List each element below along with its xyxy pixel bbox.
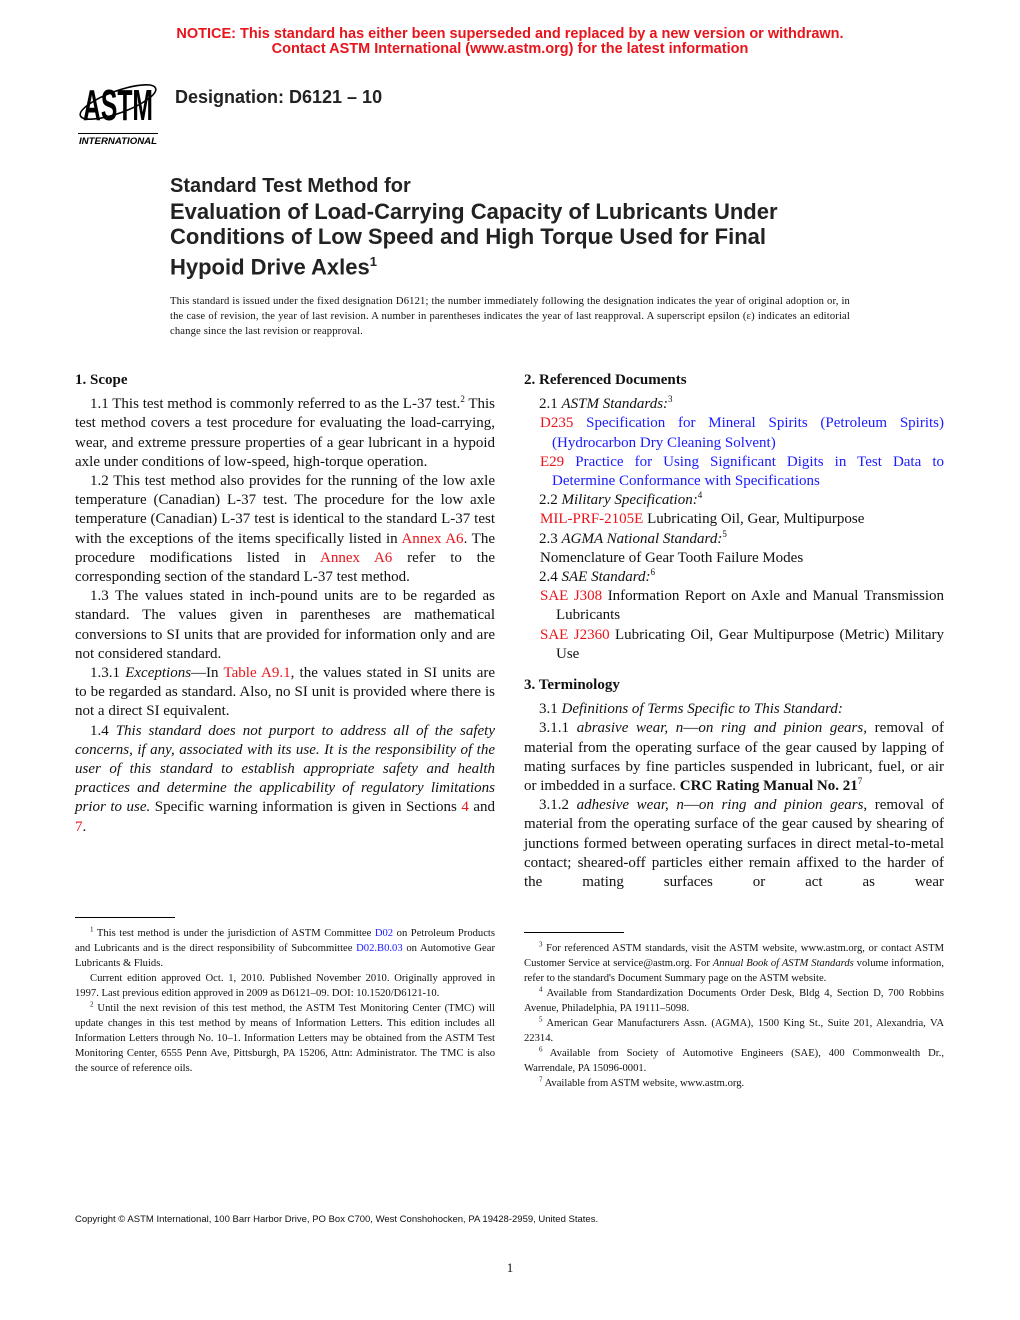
reference-link[interactable]: Practice for Using Significant Digits in Test Data to Determine Conformance with Specifications bbox=[552, 453, 944, 490]
paragraph-1-1 bbox=[75, 395, 495, 472]
text-run: and bbox=[468, 799, 495, 816]
bold-text: CRC Rating Manual No. 21 bbox=[679, 778, 858, 795]
footnote-rule-left bbox=[75, 917, 175, 918]
reference-link[interactable]: 7 bbox=[75, 818, 83, 835]
text-run: 3.1.1 bbox=[539, 720, 577, 737]
title-line-3 bbox=[170, 249, 778, 279]
text-run: —In bbox=[191, 665, 224, 682]
footnote-mark: 6 bbox=[539, 1045, 543, 1054]
footnote-mark: 2 bbox=[460, 394, 465, 405]
text-run: . bbox=[82, 818, 87, 835]
term-abrasive-wear bbox=[524, 719, 944, 796]
section-1-heading: 1. Scope bbox=[75, 372, 128, 388]
left-column bbox=[75, 371, 495, 837]
footnotes-right bbox=[524, 941, 944, 1091]
footnote-6 bbox=[524, 1046, 944, 1076]
italic-text: on ring and pinion gears bbox=[698, 720, 864, 737]
text-run: 3.1.2 bbox=[539, 797, 577, 814]
notice-banner bbox=[0, 27, 1020, 57]
italic-text: ASTM Standards: bbox=[561, 396, 669, 413]
reference-link[interactable]: Annex A6 bbox=[320, 549, 393, 566]
text-run: Lubricating Oil, Gear, Multipurpose bbox=[643, 511, 865, 528]
italic-text: on ring and pinion gears bbox=[698, 797, 864, 814]
text-run: 2.3 bbox=[539, 530, 562, 547]
italic-text: adhesive wear, n bbox=[576, 797, 684, 814]
text-run: Available from Standardization Documents Order Desk, Bldg 4, Section D, 700 Robbins Avenue, Philadelphia, PA 19111–5098. bbox=[524, 988, 944, 1014]
text-run: refer to the corresponding section of the standard L-37 test method. bbox=[75, 549, 495, 586]
reference-link[interactable]: D02 bbox=[374, 928, 394, 939]
text-run: 1.1 This test method is commonly referred to as the L-37 test. bbox=[90, 396, 461, 413]
footnote-mark: 6 bbox=[650, 567, 656, 578]
text-run: For referenced ASTM standards, visit the ASTM website, www.astm.org, or contact ASTM Customer Service at service@astm.org. For bbox=[524, 943, 944, 969]
section-3-heading: 3. Terminology bbox=[524, 677, 620, 694]
text-run: Available from Society of Automotive Engineers (SAE), 400 Commonwealth Dr., Warrendale, PA 15096-0001. bbox=[524, 1048, 944, 1074]
ref-2-4 bbox=[524, 568, 944, 587]
italic-text: This standard does not purport to address all of the safety concerns, if any, associated with its use. It is the responsibility of the user of this standard to establish appropriate safety and health practices and determine the applicability of regulatory limitations prior to use. bbox=[75, 722, 496, 816]
text-run: Lubricating Oil, Gear Multipurpose (Metric) Military Use bbox=[556, 626, 944, 662]
italic-text: Definitions of Terms Specific to This Standard: bbox=[561, 701, 843, 718]
text-run: Until the next revision of this test method, the ASTM Test Monitoring Center (TMC) will update changes in this test method by means of Information Letters. This edition includes all Information Letters through No. 10–1. Information Letters may be obtained from the ASTM Test Monitoring Center, 6555 Penn Ave, Pittsburgh, PA 15206, Attn: Administrator. The TMC is also the source of reference oils. bbox=[75, 1003, 495, 1074]
text-run: — bbox=[683, 720, 699, 737]
footnote-1-edition bbox=[75, 971, 495, 1001]
ref-mil-prf[interactable] bbox=[540, 510, 944, 529]
term-3-1 bbox=[524, 700, 944, 719]
text-run: This test method covers a test procedure for evaluating the load-carrying, wear, and extreme pressure properties of a gear lubricant in a hypoid axle under conditions of low-speed, high-torque operation. bbox=[75, 396, 495, 470]
title-line-0: Standard Test Method for bbox=[170, 175, 411, 197]
text-run: Current edition approved Oct. 1, 2010. Published November 2010. Originally approved in 1997. Last previous edition approved in 2009 as D6121–09. DOI: 10.1520/D6121-10. bbox=[75, 973, 495, 999]
reference-link[interactable]: D02.B0.03 bbox=[356, 943, 403, 954]
reference-link[interactable]: Table A9.1 bbox=[223, 665, 291, 682]
text-run: Information Report on Axle and Manual Transmission Lubricants bbox=[556, 588, 944, 624]
text-run: , the values stated in SI units are to be regarded as standard. Also, no SI unit is provided where there is not a direct SI equivalent. bbox=[75, 665, 496, 720]
text-run: , removal of material from the operating surface of the gear caused by shearing of junctions formed between operating surfaces in direct metal-to-metal contact; sheared-off particles either remain affixed to the harder of the mating surfaces or act as wear bbox=[524, 797, 944, 891]
text-run: Specific warning information is given in Sections bbox=[150, 799, 462, 816]
text-run: 2.1 bbox=[539, 396, 562, 413]
ref-2-1 bbox=[524, 395, 944, 414]
text-run: on Automotive Gear Lubricants & Fluids. bbox=[75, 943, 495, 969]
text-run: volume information, refer to the standard's Document Summary page on the ASTM website. bbox=[524, 958, 944, 984]
italic-text: abrasive wear, n bbox=[576, 720, 684, 737]
footnote-mark: 4 bbox=[697, 490, 703, 501]
footnotes-left bbox=[75, 926, 495, 1076]
text-run: 1.3 The values stated in inch-pound units are to be regarded as standard. The values given in parentheses are mathematical conversions to SI units that are provided for information only and are not considered standard. bbox=[75, 588, 495, 662]
footnote-mark: 7 bbox=[857, 776, 863, 787]
footnote-mark: 5 bbox=[539, 1015, 543, 1024]
ref-agma bbox=[540, 549, 944, 568]
text-run: , removal of material from the operating surface of the gear caused by lapping of mating surfaces by fine particles suspended in lubricant, fuel, or air or imbedded in a surface. bbox=[524, 720, 944, 795]
italic-text: Exceptions bbox=[125, 665, 192, 682]
italic-text: Military Specification: bbox=[561, 492, 698, 509]
title-line-2: Conditions of Low Speed and High Torque Used for Final bbox=[170, 224, 767, 249]
notice-line-2: Contact ASTM International (www.astm.org) for the latest information bbox=[271, 41, 749, 57]
title-line-1: Evaluation of Load-Carrying Capacity of Lubricants Under bbox=[170, 199, 778, 224]
text-run: Nomenclature of Gear Tooth Failure Modes bbox=[540, 549, 804, 566]
ref-e29[interactable] bbox=[540, 453, 944, 491]
footnote-mark: 1 bbox=[90, 925, 94, 934]
text-run: — bbox=[683, 797, 699, 814]
footnote-rule-right bbox=[524, 932, 624, 933]
reference-link[interactable]: Annex A6 bbox=[401, 530, 464, 547]
text-run: 2.4 bbox=[539, 569, 562, 586]
text-run: . The procedure modifications listed in bbox=[75, 530, 495, 566]
paragraph-1-4 bbox=[75, 722, 495, 837]
reference-link[interactable]: 4 bbox=[461, 799, 469, 816]
italic-text: SAE Standard: bbox=[561, 569, 651, 586]
text-run: American Gear Manufacturers Assn. (AGMA), 1500 King St., Suite 201, Alexandria, VA 22314. bbox=[524, 1018, 944, 1044]
footnote-mark: 7 bbox=[539, 1075, 543, 1084]
footnote-7 bbox=[524, 1076, 944, 1091]
text-run: This test method is under the jurisdiction of ASTM Committee bbox=[93, 928, 375, 939]
text-run: 2.2 bbox=[539, 492, 562, 509]
paragraph-1-3-1 bbox=[75, 664, 495, 722]
reference-link[interactable]: D235 bbox=[540, 415, 574, 432]
footnote-mark: 2 bbox=[90, 1000, 94, 1009]
issuance-note: This standard is issued under the fixed designation D6121; the number immediately following the designation indicates the year of original adoption or, in the case of revision, the year of last revision. A number in parentheses indicates the year of last reapproval. A superscript epsilon (ε) indicates an editorial change since the last revision or reapproval. bbox=[170, 296, 850, 337]
copyright: Copyright © ASTM International, 100 Barr Harbor Drive, PO Box C700, West Conshohocken, PA 19428-2959, United States. bbox=[75, 1214, 599, 1225]
designation: Designation: D6121 – 10 bbox=[175, 87, 383, 107]
paragraph-1-2 bbox=[75, 472, 495, 587]
reference-link[interactable]: MIL-PRF-2105E bbox=[540, 511, 644, 528]
reference-link[interactable]: Specification for Mineral Spirits (Petroleum Spirits) (Hydrocarbon Dry Cleaning Solvent) bbox=[552, 415, 944, 451]
italic-text: AGMA National Standard: bbox=[561, 530, 723, 547]
page-number: 1 bbox=[506, 1260, 514, 1275]
ref-d235[interactable] bbox=[540, 414, 944, 452]
ref-2-2 bbox=[524, 491, 944, 510]
reference-link[interactable]: E29 bbox=[540, 453, 565, 470]
notice-line-1: NOTICE: This standard has either been superseded and replaced by a new version or withdrawn. bbox=[176, 26, 844, 42]
term-adhesive-wear bbox=[524, 796, 944, 892]
footnote-1 bbox=[75, 926, 495, 971]
footnote-3 bbox=[524, 941, 944, 986]
text-run: Available from ASTM website, www.astm.org. bbox=[542, 1078, 745, 1089]
ref-sae-j2360[interactable] bbox=[540, 626, 944, 664]
svg-text:INTERNATIONAL: INTERNATIONAL bbox=[79, 136, 157, 146]
text-run: 1.4 bbox=[90, 722, 116, 739]
footnote-5 bbox=[524, 1016, 944, 1046]
section-2-heading: 2. Referenced Documents bbox=[524, 372, 687, 388]
footnote-mark: 4 bbox=[539, 985, 543, 994]
text-run: 3.1 bbox=[539, 701, 562, 718]
text-run: on Petroleum Products and Lubricants and is the direct responsibility of Subcommittee bbox=[75, 928, 495, 954]
right-column bbox=[524, 371, 944, 892]
italic-text: Annual Book of ASTM Standards bbox=[712, 958, 854, 969]
svg-text:ASTM: ASTM bbox=[83, 81, 153, 130]
document-title bbox=[170, 174, 778, 279]
text-run: 1.2 This test method also provides for the running of the low axle temperature (Canadian) L-37 test. The procedure for the low axle temperature (Canadian) L-37 test is identical to the standard L-37 test with the exceptions of the items specifically listed in bbox=[75, 473, 495, 547]
title-footnote-mark: 1 bbox=[369, 254, 377, 269]
astm-logo bbox=[76, 74, 160, 148]
ref-sae-j308[interactable] bbox=[540, 587, 944, 625]
paragraph-1-3 bbox=[75, 587, 495, 664]
footnote-2 bbox=[75, 1001, 495, 1076]
footnote-mark: 3 bbox=[539, 940, 543, 949]
footnote-mark: 3 bbox=[668, 394, 673, 405]
text-run: 1.3.1 bbox=[90, 665, 126, 682]
ref-2-3 bbox=[524, 530, 944, 549]
reference-link[interactable]: SAE J308 bbox=[540, 588, 603, 605]
footnote-4 bbox=[524, 986, 944, 1016]
footnote-mark: 5 bbox=[722, 528, 727, 539]
title-line-3-text: Hypoid Drive Axles bbox=[170, 254, 370, 280]
reference-link[interactable]: SAE J2360 bbox=[540, 626, 610, 643]
